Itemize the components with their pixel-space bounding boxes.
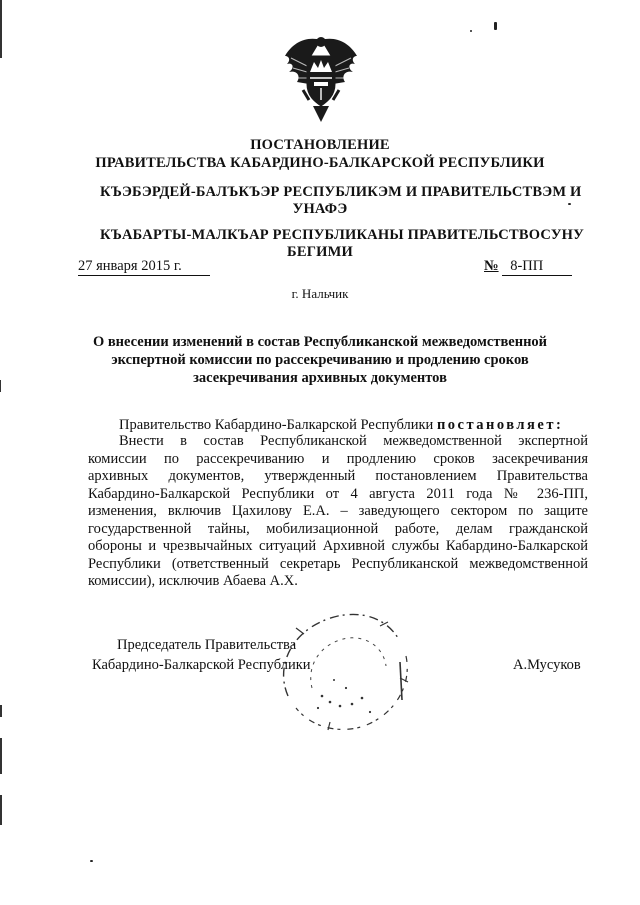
authority-balkar-line1: КЪАБАРТЫ-МАЛКЪАР РЕСПУБЛИКАНЫ ПРАВИТЕЛЬСТВОСУНУ bbox=[100, 227, 584, 243]
document-city: г. Нальчик bbox=[291, 286, 349, 301]
body-line-text: Внести в состав Республиканской межведомственной экспертной bbox=[119, 433, 588, 449]
document-number bbox=[484, 258, 572, 276]
scan-speck bbox=[90, 860, 93, 862]
authority-kabardian-line2: УНАФЭ bbox=[292, 201, 348, 217]
body-line bbox=[88, 503, 588, 521]
scan-speck bbox=[470, 30, 472, 32]
body-line bbox=[88, 451, 588, 469]
issuing-authority: ПРАВИТЕЛЬСТВА КАБАРДИНО-БАЛКАРСКОЙ РЕСПУБЛИКИ bbox=[95, 155, 545, 171]
subject-line1: О внесении изменений в состав Республиканской межведомственной bbox=[92, 334, 548, 350]
signatory-title-line1: Председатель Правительства bbox=[117, 637, 297, 653]
body-line-text: Республики (ответственный секретарь Республиканской межведомственной bbox=[88, 556, 588, 572]
number-value: 8-ПП bbox=[502, 258, 572, 276]
scan-edge-mark bbox=[0, 0, 2, 58]
scan-edge-mark bbox=[0, 795, 2, 825]
body-line-text: архивных документов, утвержденный постановлением Правительства bbox=[88, 468, 588, 484]
preamble bbox=[119, 417, 563, 435]
document-date bbox=[78, 258, 210, 276]
preamble-operative-word: постановляет: bbox=[436, 417, 564, 433]
body-line bbox=[88, 573, 588, 591]
document-type: ПОСТАНОВЛЕНИЕ bbox=[250, 137, 390, 153]
authority-balkar-line2: БЕГИМИ bbox=[287, 244, 353, 260]
body-line-text: Кабардино-Балкарской Республики от 4 августа 2011 года № 236-ПП, bbox=[88, 486, 588, 502]
body-line bbox=[88, 486, 588, 504]
body-line-text: обороны и чрезвычайных ситуаций Архивной службы Кабардино-Балкарской bbox=[88, 538, 588, 554]
body-line bbox=[88, 521, 588, 539]
body-line bbox=[88, 468, 588, 486]
signatory-title-line2: Кабардино-Балкарской Республики bbox=[92, 657, 311, 673]
signatory-name: А.Мусуков bbox=[513, 657, 581, 673]
body-line bbox=[88, 556, 588, 574]
subject-line3: засекречивания архивных документов bbox=[193, 370, 447, 386]
body-line bbox=[119, 433, 588, 451]
body-line-text: государственной тайны, мобилизационной работе, делам гражданской bbox=[88, 521, 588, 537]
subject-line2: экспертной комиссии по рассекречиванию и продлению сроков bbox=[111, 352, 529, 368]
body-line-text: изменения, включив Цахилову Е.А. – заведующего сектором по защите bbox=[88, 503, 588, 519]
document-date-text: 27 января 2015 г. bbox=[78, 258, 182, 274]
scan-edge-mark bbox=[0, 705, 2, 717]
number-sign: № bbox=[484, 258, 499, 274]
body-line-text: комиссии), исключив Абаева А.Х. bbox=[88, 573, 298, 589]
scan-speck bbox=[494, 22, 497, 30]
body-line-text: комиссии по рассекречиванию и продлению сроков засекречивания bbox=[88, 451, 588, 467]
body-line bbox=[88, 538, 588, 556]
authority-kabardian-line1: КЪЭБЭРДЕЙ-БАЛЪКЪЭР РЕСПУБЛИКЭМ И ПРАВИТЕЛЬСТВЭМ И bbox=[100, 184, 582, 200]
preamble-text: Правительство Кабардино-Балкарской Республики bbox=[119, 417, 437, 433]
scan-edge-mark bbox=[0, 738, 2, 774]
coat-of-arms-emblem bbox=[279, 30, 363, 122]
